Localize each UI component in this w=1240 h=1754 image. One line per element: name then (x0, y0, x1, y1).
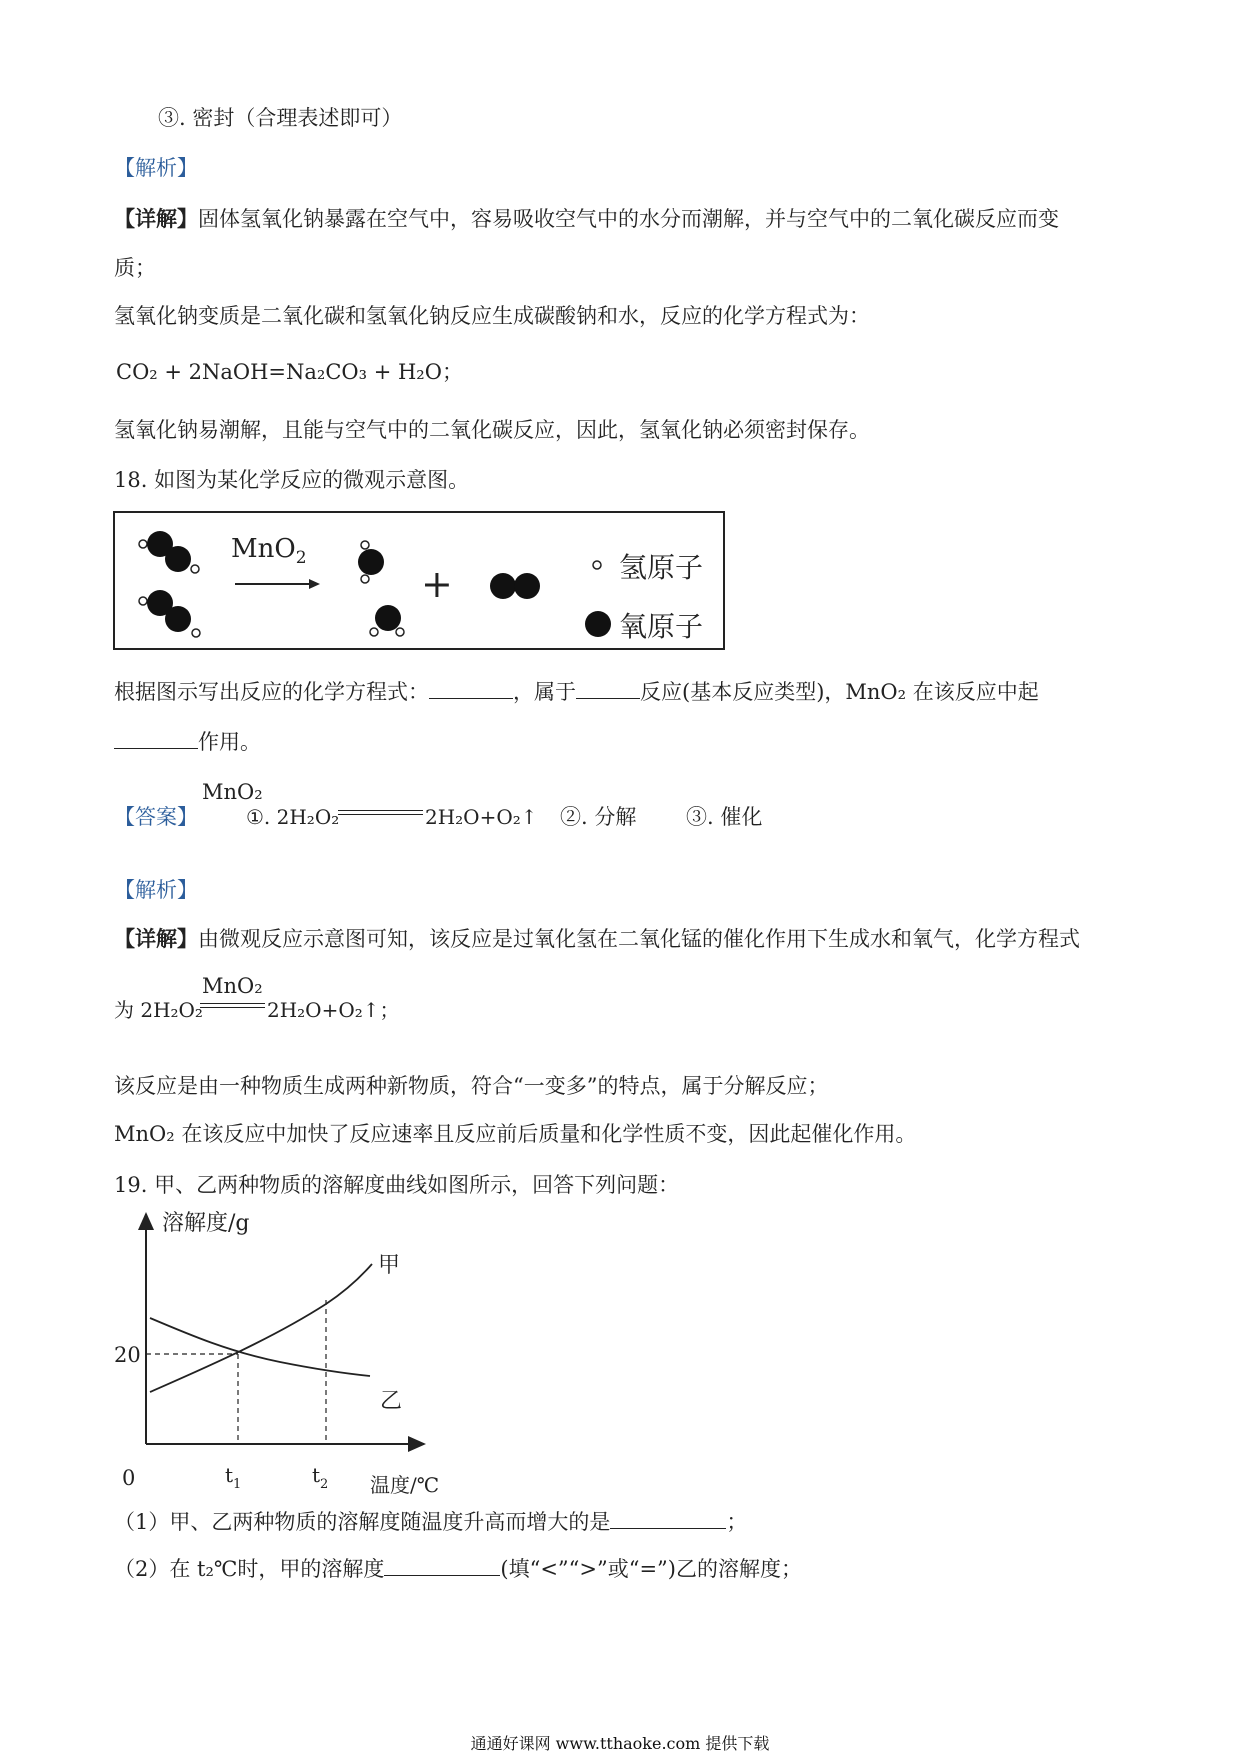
water-molecule (370, 605, 404, 636)
detail-18-para-3: MnO₂ 在该反应中加快了反应速率且反应前后质量和化学性质不变，因此起催化作用。 (114, 1122, 917, 1146)
detail-paragraph-3: 氢氧化钠易潮解，且能与空气中的二氧化碳反应，因此，氢氧化钠必须密封保存。 (114, 418, 870, 442)
equation-co2-naoh: CO₂ + 2NaOH=Na₂CO₃ + H₂O； (116, 360, 463, 384)
answer-catalyst: MnO₂ (202, 780, 263, 804)
detail-18-eq-reactant: 为 2H₂O₂ (114, 998, 203, 1022)
x-axis-label: 温度/℃ (370, 1473, 440, 1497)
question-19-part-1: （1）甲、乙两种物质的溶解度随温度升高而增大的是 ； (114, 1510, 748, 1534)
detail-18-para-2: 该反应是由一种物质生成两种新物质，符合“一变多”的特点，属于分解反应； (114, 1074, 829, 1098)
answer-1-reactant: ①. 2H₂O₂ (246, 805, 340, 829)
legend-oxygen-label: 氧原子 (619, 610, 704, 643)
answer-1-product: 2H₂O+O₂↑ (425, 805, 538, 829)
detail-label: 【详解】 (114, 206, 198, 231)
x-tick-t1: $t_1$ (225, 1463, 242, 1492)
detail-paragraph-2: 氢氧化钠变质是二氧化碳和氢氧化钠反应生成碳酸钠和水，反应的化学方程式为： (114, 304, 870, 328)
y-tick-20: 20 (114, 1343, 141, 1367)
micro-reaction-diagram (113, 511, 725, 650)
question-18: 18. 如图为某化学反应的微观示意图。 (114, 468, 470, 492)
blank-role[interactable] (114, 730, 198, 749)
answer-item-3: ③. 密封（合理表述即可） (158, 106, 403, 130)
blank-reaction-type[interactable] (576, 680, 640, 699)
plus-sign: + (421, 562, 453, 606)
oxygen-atom-legend-icon (585, 611, 611, 637)
origin-label: 0 (122, 1466, 136, 1490)
blank-19-2[interactable] (384, 1557, 500, 1576)
hydrogen-atom-legend-icon (593, 561, 601, 569)
water-molecule (358, 541, 384, 583)
answer-2: ②. 分解 (560, 805, 637, 829)
blank-19-1[interactable] (610, 1510, 726, 1529)
detail-18-eq-product: 2H₂O+O₂↑； (267, 998, 400, 1022)
question-19-part-2: （2）在 t₂℃时，甲的溶解度 (填“<”“>”或“=”)乙的溶解度； (114, 1557, 802, 1581)
detail-paragraph-1 (114, 208, 1059, 230)
question-19: 19. 甲、乙两种物质的溶解度曲线如图所示，回答下列问题： (114, 1173, 680, 1197)
y-axis-label: 溶解度/g (162, 1211, 250, 1236)
x-tick-t2: $t_2$ (312, 1463, 329, 1492)
footer-source: 通通好课网 www.tthaoke.com 提供下载 (470, 1734, 770, 1753)
catalyst-label: MnO$_2$ (231, 534, 307, 568)
question-18-prompt-cont: 作用。 (114, 730, 261, 753)
series-jia-label: 甲 (378, 1253, 401, 1278)
blank-equation[interactable] (429, 680, 513, 699)
analysis-label-2: 【解析】 (114, 878, 198, 902)
solubility-chart (110, 1200, 450, 1500)
detail-text: 固体氢氧化钠暴露在空气中，容易吸收空气中的水分而潮解，并与空气中的二氧化碳反应而变 (198, 207, 1059, 231)
analysis-label: 【解析】 (114, 156, 198, 180)
h2o2-molecule (139, 590, 200, 637)
oxygen-molecule (490, 573, 540, 599)
answer-3: ③. 催化 (686, 805, 763, 829)
series-yi-curve (150, 1318, 370, 1376)
detail-catalyst: MnO₂ (202, 974, 263, 998)
question-18-prompt: 根据图示写出反应的化学方程式： ，属于 反应(基本反应类型)，MnO₂ 在该反应中起 (114, 680, 1039, 704)
h2o2-molecule (139, 531, 199, 573)
legend-hydrogen-label: 氢原子 (619, 551, 704, 584)
detail-18: 【详解】由微观反应示意图可知，该反应是过氧化氢在二氧化锰的催化作用下生成水和氧气，化学方程式 (114, 926, 1080, 951)
detail-paragraph-1-cont: 质； (114, 256, 156, 280)
series-yi-label: 乙 (380, 1389, 403, 1414)
answer-label: 【答案】 (114, 805, 198, 829)
